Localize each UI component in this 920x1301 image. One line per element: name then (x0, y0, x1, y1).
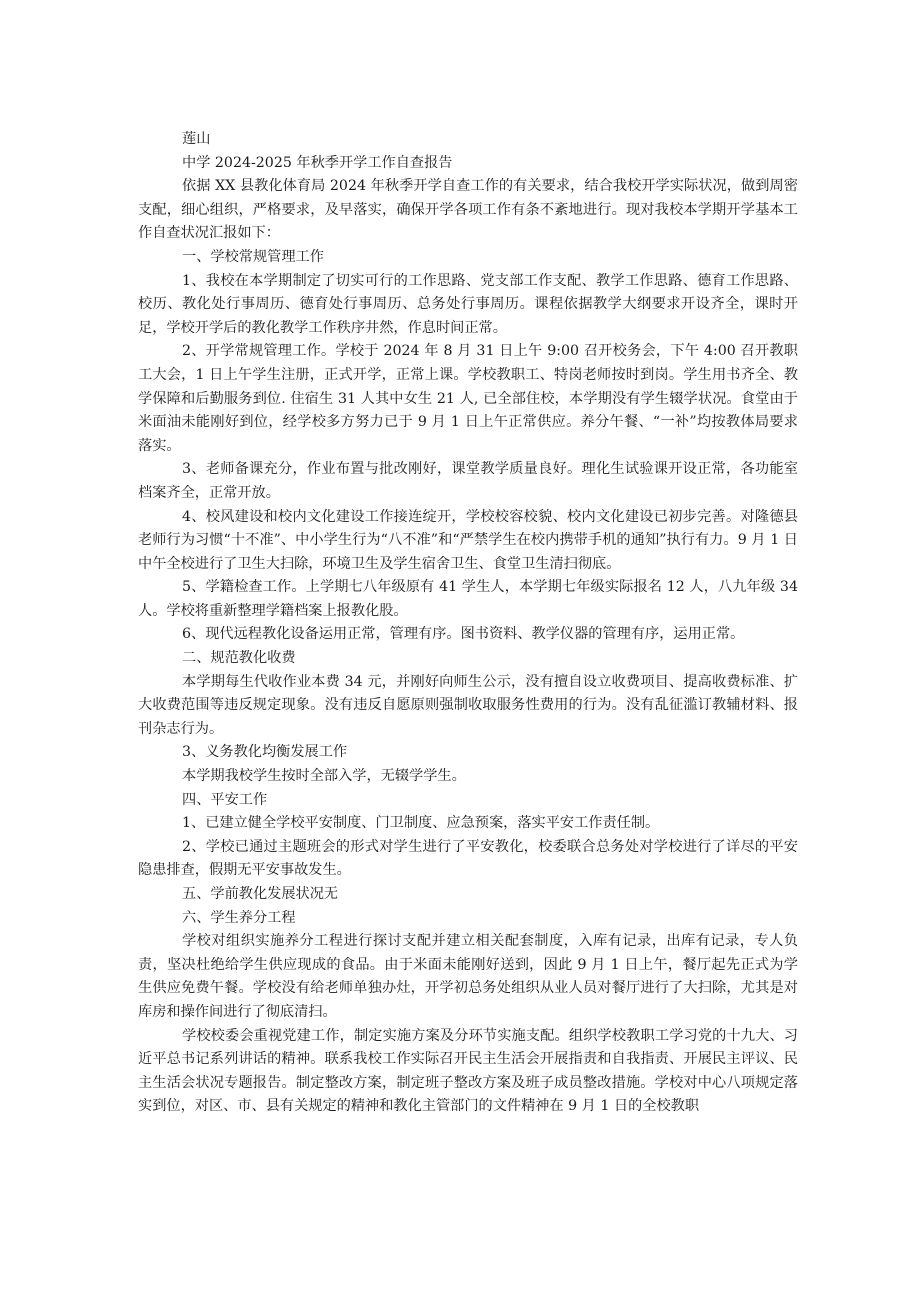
section-heading-4: 四、平安工作 (182, 791, 268, 808)
section-1-item-5: 5、学籍检查工作。上学期七八年级原有 41 学生人，本学期七年级实际报名 12 人，八九年级 34 人。学校将重新整理学籍档案上报教化股。 (138, 579, 798, 619)
section-1-item-1: 1、我校在本学期制定了切实可行的工作思路、党支部工作支配、教学工作思路、德育工作思路、校历、教化处行事周历、德育处行事周历、总务处行事周历。课程依据教学大纲要求开设齐全，课时开足，学校开学后的教化教学工作秩序井然，作息时间正常。 (138, 272, 798, 336)
document-body (138, 128, 798, 1119)
section-heading-3: 3、义务教化均衡发展工作 (182, 744, 348, 761)
section-6-paragraph: 学校对组织实施养分工程进行探讨支配并建立相关配套制度，入库有记录，出库有记录，专人负责，坚决杜绝给学生供应现成的食品。由于米面未能刚好送到，因此 9 月 1 日上午，餐厅起先正式为学生供应免费午餐。学校没有给老师单独办灶，开学初总务处组织从业人员对餐厅进行了大扫除，尤其是对库房和操作间进行了彻底清扫。 (138, 933, 798, 1020)
section-2-paragraph: 本学期每生代收作业本费 34 元，并刚好向师生公示，没有擅自设立收费项目、提高收费标准、扩大收费范围等违反规定现象。没有违反自愿原则强制收取服务性费用的行为。没有乱征滥订教辅材料、报刊杂志行为。 (138, 673, 798, 737)
section-heading-6: 六、学生养分工程 (182, 909, 296, 926)
title-line-2: 中学 2024-2025 年秋季开学工作自查报告 (182, 154, 453, 171)
section-1-item-3: 3、老师备课充分，作业布置与批改刚好，课堂教学质量良好。理化生试验课开设正常，各功能室档案齐全，正常开放。 (138, 461, 798, 501)
section-1-item-6: 6、现代远程教化设备运用正常，管理有序。图书资料、教学仪器的管理有序，运用正常。 (182, 626, 745, 643)
section-4-item-1: 1、已建立健全学校平安制度、门卫制度、应急预案，落实平安工作责任制。 (182, 815, 660, 832)
section-heading-1: 一、学校常规管理工作 (182, 248, 324, 265)
section-4-item-2: 2、学校已通过主题班会的形式对学生进行了平安教化，校委联合总务处对学校进行了详尽的平安隐患排查，假期无平安事故发生。 (138, 838, 798, 879)
section-3-paragraph: 本学期我校学生按时全部入学，无辍学学生。 (182, 768, 466, 785)
section-1-item-4: 4、校风建设和校内文化建设工作接连绽开，学校校容校貌、校内文化建设已初步完善。对隆德县老师行为习惯“十不准”、中小学生行为“八不准”和“严禁学生在校内携带手机的通知”执行有力。9 月 1 日中午全校进行了卫生大扫除，环境卫生及学生宿舍卫生、食堂卫生清扫彻底。 (138, 508, 798, 572)
section-heading-5: 五、学前教化发展状况无 (182, 886, 339, 902)
section-heading-2: 二、规范教化收费 (182, 650, 296, 667)
party-building-paragraph: 学校校委会重视党建工作，制定实施方案及分环节实施支配。组织学校教职工学习党的十九大、习近平总书记系列讲话的精神。联系我校工作实际召开民主生活会开展指责和自我指责、开展民主评议、民主生活会状况专题报告。制定整改方案，制定班子整改方案及班子成员整改措施。学校对中心八项规定落实到位，对区、市、县有关规定的精神和教化主管部门的文件精神在 9 月 1 日的全校教职 (138, 1027, 798, 1115)
intro-paragraph: 依据 XX 县教化体育局 2024 年秋季开学自查工作的有关要求，结合我校开学实际状况，做到周密支配，细心组织，严格要求，及早落实，确保开学各项工作有条不紊地进行。现对我校本学期开学基本工作自查状况汇报如下： (138, 178, 798, 242)
section-1-item-2: 2、开学常规管理工作。学校于 2024 年 8 月 31 日上午 9:00 召开校务会，下午 4:00 召开教职工大会，1 日上午学生注册，正式开学，正常上课。学校教职工、特岗老师按时到岗。学生用书齐全、教学保障和后勤服务到位. 住宿生 31 人其中女生 21 人, 已全部住校，本学期没有学生辍学状况。食堂由于米面油未能刚好到位，经学校多方努力已于 9 月 1 日上午正常供应。养分午餐、“一补”均按教体局要求落实。 (138, 343, 798, 454)
title-line-1: 莲山 (182, 131, 211, 147)
